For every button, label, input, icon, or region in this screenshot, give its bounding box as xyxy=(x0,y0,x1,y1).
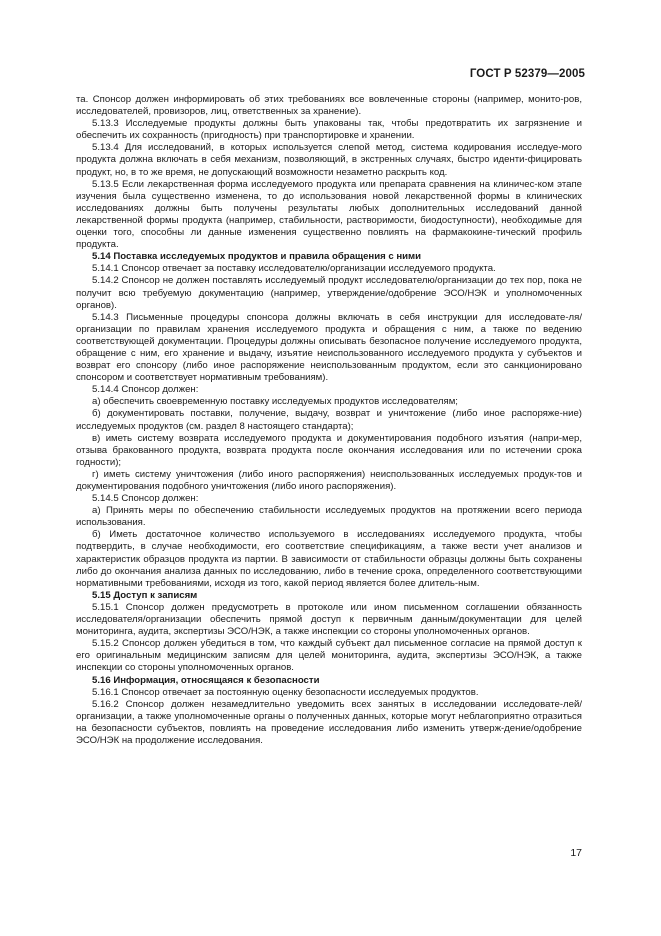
list-item-b-2: б) Иметь достаточное количество используемого в исследованиях исследуемого продукта, чтобы подтвердить, в случае необходимости, его соответствие спецификациям, а также вести учет анализов и характеристик образцов продукта из партии. В зависимости от стабильности образцы должны быть сохранены либо до окончания анализа данных по исследованию, либо в течение срока, определенного соответствующими нормативными требованиями, исходя из того, какой период является более длитель-ным. xyxy=(76,529,582,589)
list-item-a-2: а) Принять меры по обеспечению стабильности исследуемых продуктов на протяжении всего периода использования. xyxy=(76,505,582,529)
paragraph-5-15-1: 5.15.1 Спонсор должен предусмотреть в протоколе или ином письменном соглашении обязанность исследователя/организации обеспечить прямой доступ к первичным данным/документации для целей мониторинга, аудита, экспертизы ЭСО/НЭК, а также инспекции со стороны уполномоченных органов. xyxy=(76,601,582,638)
paragraph-5-14-1: 5.14.1 Спонсор отвечает за поставку исследователю/организации исследуемого продукта. xyxy=(92,263,496,275)
paragraph-5-14-3: 5.14.3 Письменные процедуры спонсора должны включать в себя инструкции для исследовате-ля/организации по правилам хранения исследуемого продукта и обращения с ним, а также по ведению соответствующей документации. Процедуры должны описывать безопасное получение исследуемого продукта, обращение с ним, его хранение и выдачу, изъятие неиспользованного исследуемого продукта у субъектов и возврат его спонсору (либо иное распоряжение неиспользованным продуктом, если это санкционировано спонсором и соответствует нормативным требованиям). xyxy=(76,311,582,384)
list-item-g: г) иметь систему уничтожения (либо иного распоряжения) неиспользованных исследуемых продук-тов и документирования подобного уничтожения (либо иного распоряжения). xyxy=(76,468,582,492)
paragraph-5-14-5: 5.14.5 Спонсор должен: xyxy=(92,493,199,505)
list-item-b: б) документировать поставки, получение, выдачу, возврат и уничтожение (либо иное распоряже-ние) исследуемых продуктов (см. раздел 8 настоящего стандарта); xyxy=(76,408,582,432)
paragraph-5-16-1: 5.16.1 Спонсор отвечает за постоянную оценку безопасности исследуемых продуктов. xyxy=(92,686,479,698)
paragraph-continuation: та. Спонсор должен информировать об этих требованиях все вовлеченные стороны (например, монито-ров, исследователей, провизоров, лиц, ответственных за хранение). xyxy=(76,94,582,118)
paragraph-5-13-5: 5.13.5 Если лекарственная форма исследуемого продукта или препарата сравнения на клиничес-ком этапе изучения была существенно изменена, то до использования новой лекарственной формы в клинических исследованиях должны быть получены результаты любых дополнительных исследований данной лекарственной формы продукта (например, стабильности, растворимости, биодоступности), необходимые для оценки того, способны ли данные изменения существенно повлиять на фармакокине-тический профиль продукта. xyxy=(76,178,582,251)
paragraph-5-13-4: 5.13.4 Для исследований, в которых используется слепой метод, система кодирования исследуе-мого продукта должна включать в себя механизм, позволяющий, в экстренных случаях, быстро иденти-фицировать продукт, но, в то же время, не допускающий возможности незаметно раскрыть код. xyxy=(76,142,582,178)
section-heading-5-15: 5.15 Доступ к записям xyxy=(92,589,198,601)
list-item-v: в) иметь систему возврата исследуемого продукта и документирования подобного изъятия (напри-мер, отзыва бракованного продукта, возврата продукта после окончания исследования или по истечении срока годности); xyxy=(76,432,582,468)
paragraph-5-15-2: 5.15.2 Спонсор должен убедиться в том, что каждый субъект дал письменное согласие на прямой доступ к его оригинальным медицинским записям для целей мониторинга, аудита, экспертизы ЭСО/НЭК, а также инспекции со стороны уполномоченных органов. xyxy=(76,638,582,674)
paragraph-5-13-3: 5.13.3 Исследуемые продукты должны быть упакованы так, чтобы предотвратить их загрязнение и обеспечить их сохранность (пригодность) при транспортировке и хранении. xyxy=(76,118,582,142)
page-number: 17 xyxy=(570,847,582,859)
list-item-a: а) обеспечить своевременную поставку исследуемых продуктов исследователям; xyxy=(92,396,458,408)
paragraph-5-14-2: 5.14.2 Спонсор не должен поставлять исследуемый продукт исследователю/организации до тех пор, пока не получит всю требуемую документацию (например, утверждение/одобрение ЭСО/НЭК и уполномоченных органов). xyxy=(76,275,582,311)
section-heading-5-14: 5.14 Поставка исследуемых продуктов и правила обращения с ними xyxy=(92,251,422,263)
paragraph-5-14-4: 5.14.4 Спонсор должен: xyxy=(92,384,199,396)
document-body xyxy=(76,94,582,747)
paragraph-5-16-2: 5.16.2 Спонсор должен незамедлительно уведомить всех занятых в исследовании исследовате-лей/организации, а также уполномоченные органы о полученных данных, которые могут неблагоприятно отразиться на безопасности субъектов, повлиять на проведение исследования либо изменить утверж-дение/одобрение ЭСО/НЭК на продолжение исследования. xyxy=(76,698,582,746)
section-heading-5-16: 5.16 Информация, относящаяся к безопасности xyxy=(92,674,320,686)
document-header-id: ГОСТ Р 52379—2005 xyxy=(469,68,585,80)
